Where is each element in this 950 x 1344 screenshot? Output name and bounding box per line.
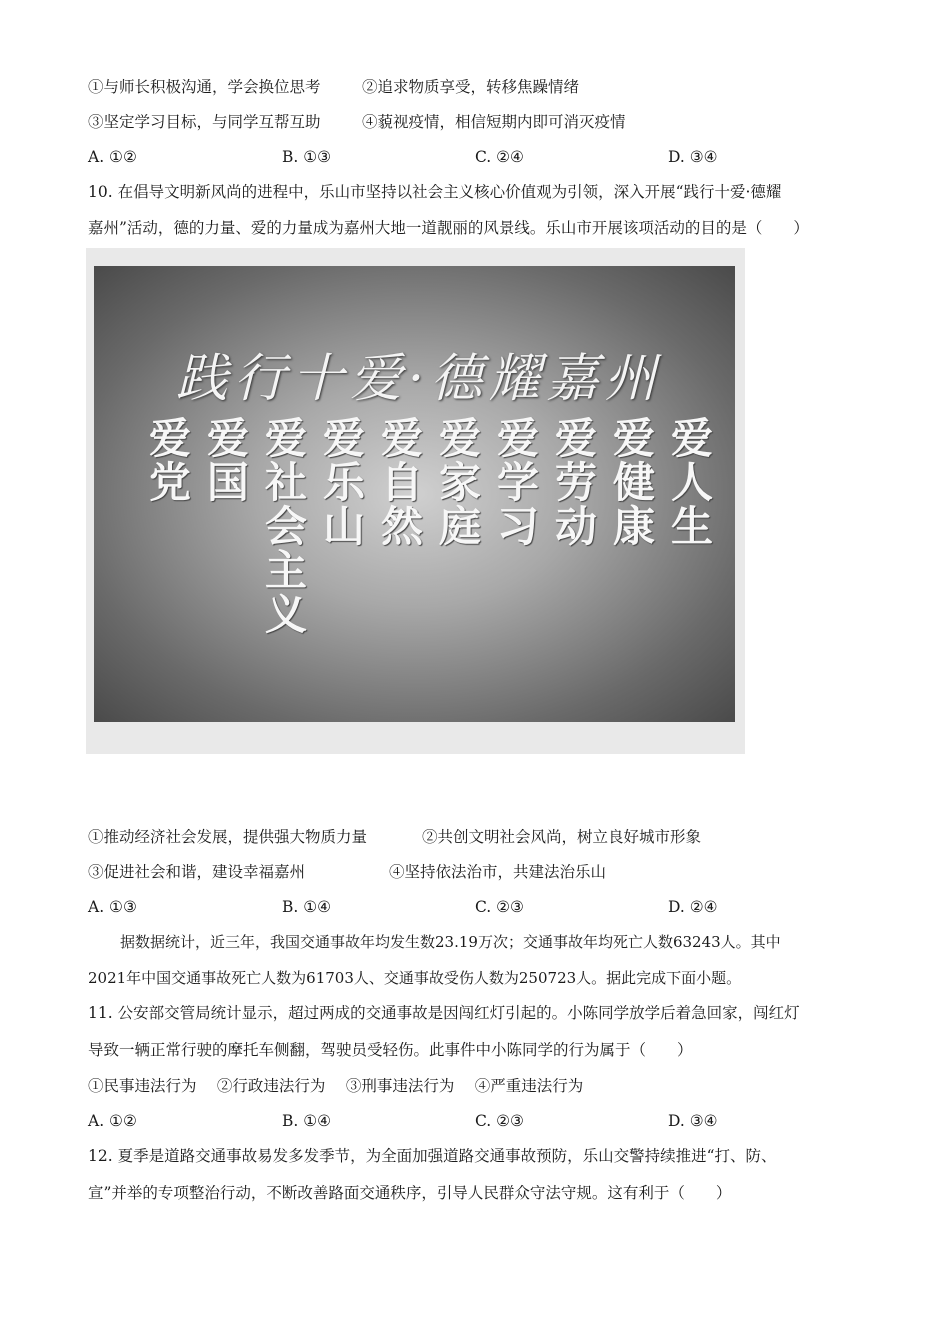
q11-answer-d: D. ③④ — [668, 1112, 718, 1130]
illustration-column: 爱党 — [143, 416, 192, 504]
illustration-panel — [94, 266, 735, 722]
illustration-column: 爱乐山 — [317, 416, 366, 548]
q9-answer-d: D. ③④ — [668, 148, 718, 166]
q10-stem-line2: 嘉州”活动，德的力量、爱的力量成为嘉州大地一道靓丽的风景线。乐山市开展该项活动的目的是（ ） — [88, 219, 809, 237]
material-line1: 据数据统计，近三年，我国交通事故年均发生数23.19万次；交通事故年均死亡人数63243人。其中 — [120, 933, 781, 951]
q10-option-1: ①推动经济社会发展，提供强大物质力量 — [88, 828, 368, 846]
illustration-column: 爱人生 — [665, 416, 714, 548]
q10-option-4: ④坚持依法治市，共建法治乐山 — [389, 863, 607, 881]
material-line2: 2021年中国交通事故死亡人数为61703人、交通事故受伤人数为250723人。据此完成下面小题。 — [88, 969, 742, 987]
q9-option-4: ④藐视疫情，相信短期内即可消灭疫情 — [362, 113, 626, 131]
illustration-column: 爱健康 — [607, 416, 656, 548]
q11-options: ①民事违法行为 ②行政违法行为 ③刑事违法行为 ④严重违法行为 — [88, 1077, 584, 1095]
q11-answer-a: A. ①② — [88, 1112, 137, 1130]
q11-stem-line1: 11. 公安部交管局统计显示，超过两成的交通事故是因闯红灯引起的。小陈同学放学后着急回家，闯红灯 — [88, 1004, 800, 1022]
q10-answer-c: C. ②③ — [475, 898, 524, 916]
q9-option-1: ①与师长积极沟通，学会换位思考 — [88, 78, 321, 96]
q9-option-2: ②追求物质享受，转移焦躁情绪 — [362, 78, 580, 96]
q12-stem-line1: 12. 夏季是道路交通事故易发多发季节，为全面加强道路交通事故预防，乐山交警持续推进“打、防、 — [88, 1147, 777, 1165]
q12-stem-line2: 宣”并举的专项整治行动，不断改善路面交通秩序，引导人民群众守法守规。这有利于（ ） — [88, 1184, 732, 1202]
illustration-column: 爱劳动 — [549, 416, 598, 548]
q9-answer-b: B. ①③ — [282, 148, 332, 166]
illustration-column: 爱社会主义 — [259, 416, 308, 636]
q10-option-2: ②共创文明社会风尚，树立良好城市形象 — [422, 828, 702, 846]
illustration-column: 爱家庭 — [433, 416, 482, 548]
q10-answer-d: D. ②④ — [668, 898, 718, 916]
q9-option-3: ③坚定学习目标，与同学互帮互助 — [88, 113, 321, 131]
q10-illustration — [86, 248, 745, 754]
illustration-column: 爱自然 — [375, 416, 424, 548]
q11-answer-c: C. ②③ — [475, 1112, 524, 1130]
illustration-column: 爱国 — [201, 416, 250, 504]
q10-answer-a: A. ①③ — [88, 898, 137, 916]
q10-option-3: ③促进社会和谐，建设幸福嘉州 — [88, 863, 306, 881]
q10-answer-b: B. ①④ — [282, 898, 332, 916]
q11-answer-b: B. ①④ — [282, 1112, 332, 1130]
q10-stem-line1: 10. 在倡导文明新风尚的进程中，乐山市坚持以社会主义核心价值观为引领，深入开展“践行十爱·德耀 — [88, 183, 782, 201]
q9-answer-c: C. ②④ — [475, 148, 524, 166]
illustration-banner: 践行十爱·德耀嘉州 — [175, 349, 663, 409]
q11-stem-line2: 导致一辆正常行驶的摩托车侧翻，驾驶员受轻伤。此事件中小陈同学的行为属于（ ） — [88, 1041, 693, 1059]
illustration-column: 爱学习 — [491, 416, 540, 548]
q9-answer-a: A. ①② — [88, 148, 137, 166]
